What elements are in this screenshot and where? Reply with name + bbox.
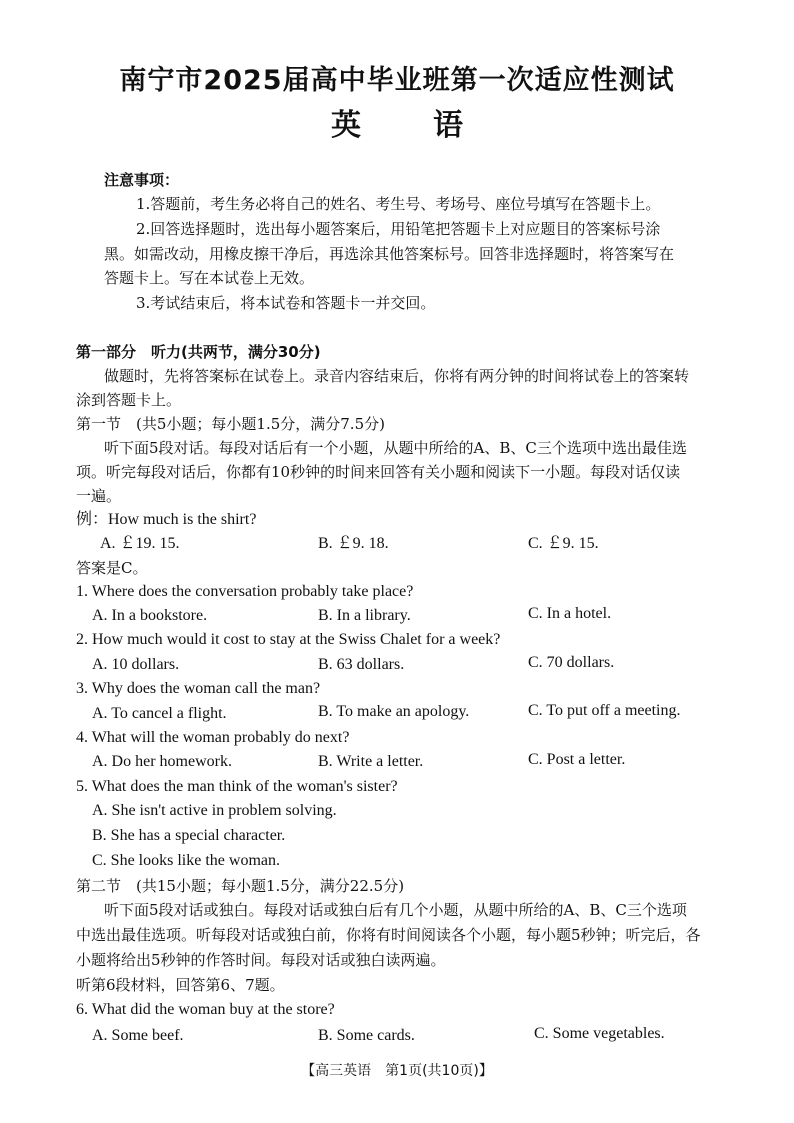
question-3: 3. Why does the woman call the man? [76,680,321,697]
question-3-option-b: B. To make an apology. [318,703,470,720]
question-5: 5. What does the man think of the woman's sister? [76,778,398,795]
section2-instructions-line-3: 小题将给出5秒钟的作答时间。每段对话或独白读两遍。 [76,951,446,969]
notice-heading: 注意事项： [104,171,180,189]
question-5-option-c: C. She looks like the woman. [92,852,280,869]
section2-instructions-line-2: 中选出最佳选项。听每段对话或独白前，你将有时间阅读各个小题，每小题5秒钟；听完后，各 [76,926,701,944]
section2-heading: 第二节 (共15小题；每小题1.5分，满分22.5分) [76,877,405,895]
example-option-b: B. ￡9. 18. [318,535,389,552]
question-2-option-b: B. 63 dollars. [318,656,405,673]
example-answer: 答案是C。 [76,559,148,577]
question-5-option-b: B. She has a special character. [92,827,286,844]
notice-item-2-line-1: 2.回答选择题时，选出每小题答案后，用铅笔把答题卡上对应题目的答案标号涂 [136,220,661,238]
example-option-a: A. ￡19. 15. [100,535,180,552]
question-6-option-b: B. Some cards. [318,1027,415,1044]
question-6: 6. What did the woman buy at the store? [76,1001,335,1018]
question-2-option-c: C. 70 dollars. [528,654,615,671]
question-6-option-a: A. Some beef. [92,1027,184,1044]
section1-heading: 第一节 (共5小题；每小题1.5分，满分7.5分) [76,415,385,433]
question-6-option-c: C. Some vegetables. [534,1025,665,1042]
subject-title: 英语 [331,108,535,143]
example-option-c: C. ￡9. 15. [528,535,599,552]
notice-item-3: 3.考试结束后，将本试卷和答题卡一并交回。 [136,294,436,312]
question-2-option-a: A. 10 dollars. [92,656,180,673]
section1-instructions-line-1: 听下面5段对话。每段对话后有一个小题，从题中所给的A、B、C三个选项中选出最佳选 [104,439,687,457]
question-4: 4. What will the woman probably do next? [76,729,350,746]
exam-title: 南宁市2025届高中毕业班第一次适应性测试 [119,65,675,96]
page-footer: 【高三英语 第1页(共10页)】 [301,1063,493,1079]
question-5-option-a: A. She isn't active in problem solving. [92,802,337,819]
question-1-option-c: C. In a hotel. [528,605,612,622]
question-1-option-a: A. In a bookstore. [92,607,208,624]
part1-intro-line-1: 做题时，先将答案标在试卷上。录音内容结束后，你将有两分钟的时间将试卷上的答案转 [104,367,690,385]
notice-item-2-line-2: 黑。如需改动，用橡皮擦干净后，再选涂其他答案标号。回答非选择题时，将答案写在 [104,245,675,263]
question-3-option-a: A. To cancel a flight. [92,705,227,722]
question-1-option-b: B. In a library. [318,607,411,624]
notice-item-2-line-3: 答题卡上。写在本试卷上无效。 [104,269,315,287]
part1-intro-line-2: 涂到答题卡上。 [76,391,182,409]
section1-instructions-line-3: 一遍。 [76,487,122,505]
material-6-instruction: 听第6段材料，回答第6、7题。 [76,976,285,994]
question-4-option-c: C. Post a letter. [528,751,626,768]
question-4-option-b: B. Write a letter. [318,753,424,770]
question-2: 2. How much would it cost to stay at the Swiss Chalet for a week? [76,631,501,648]
notice-item-1: 1.答题前，考生务必将自己的姓名、考生号、考场号、座位号填写在答题卡上。 [136,195,661,213]
question-1: 1. Where does the conversation probably take place? [76,583,414,600]
part1-heading: 第一部分 听力(共两节，满分30分) [76,343,321,361]
section1-instructions-line-2: 项。听完每段对话后，你都有10秒钟的时间来回答有关小题和阅读下一小题。每段对话仅读 [76,463,681,481]
question-4-option-a: A. Do her homework. [92,753,232,770]
question-3-option-c: C. To put off a meeting. [528,702,681,719]
section2-instructions-line-1: 听下面5段对话或独白。每段对话或独白后有几个小题，从题中所给的A、B、C三个选项 [104,901,687,919]
example-question: 例：How much is the shirt? [76,511,257,528]
